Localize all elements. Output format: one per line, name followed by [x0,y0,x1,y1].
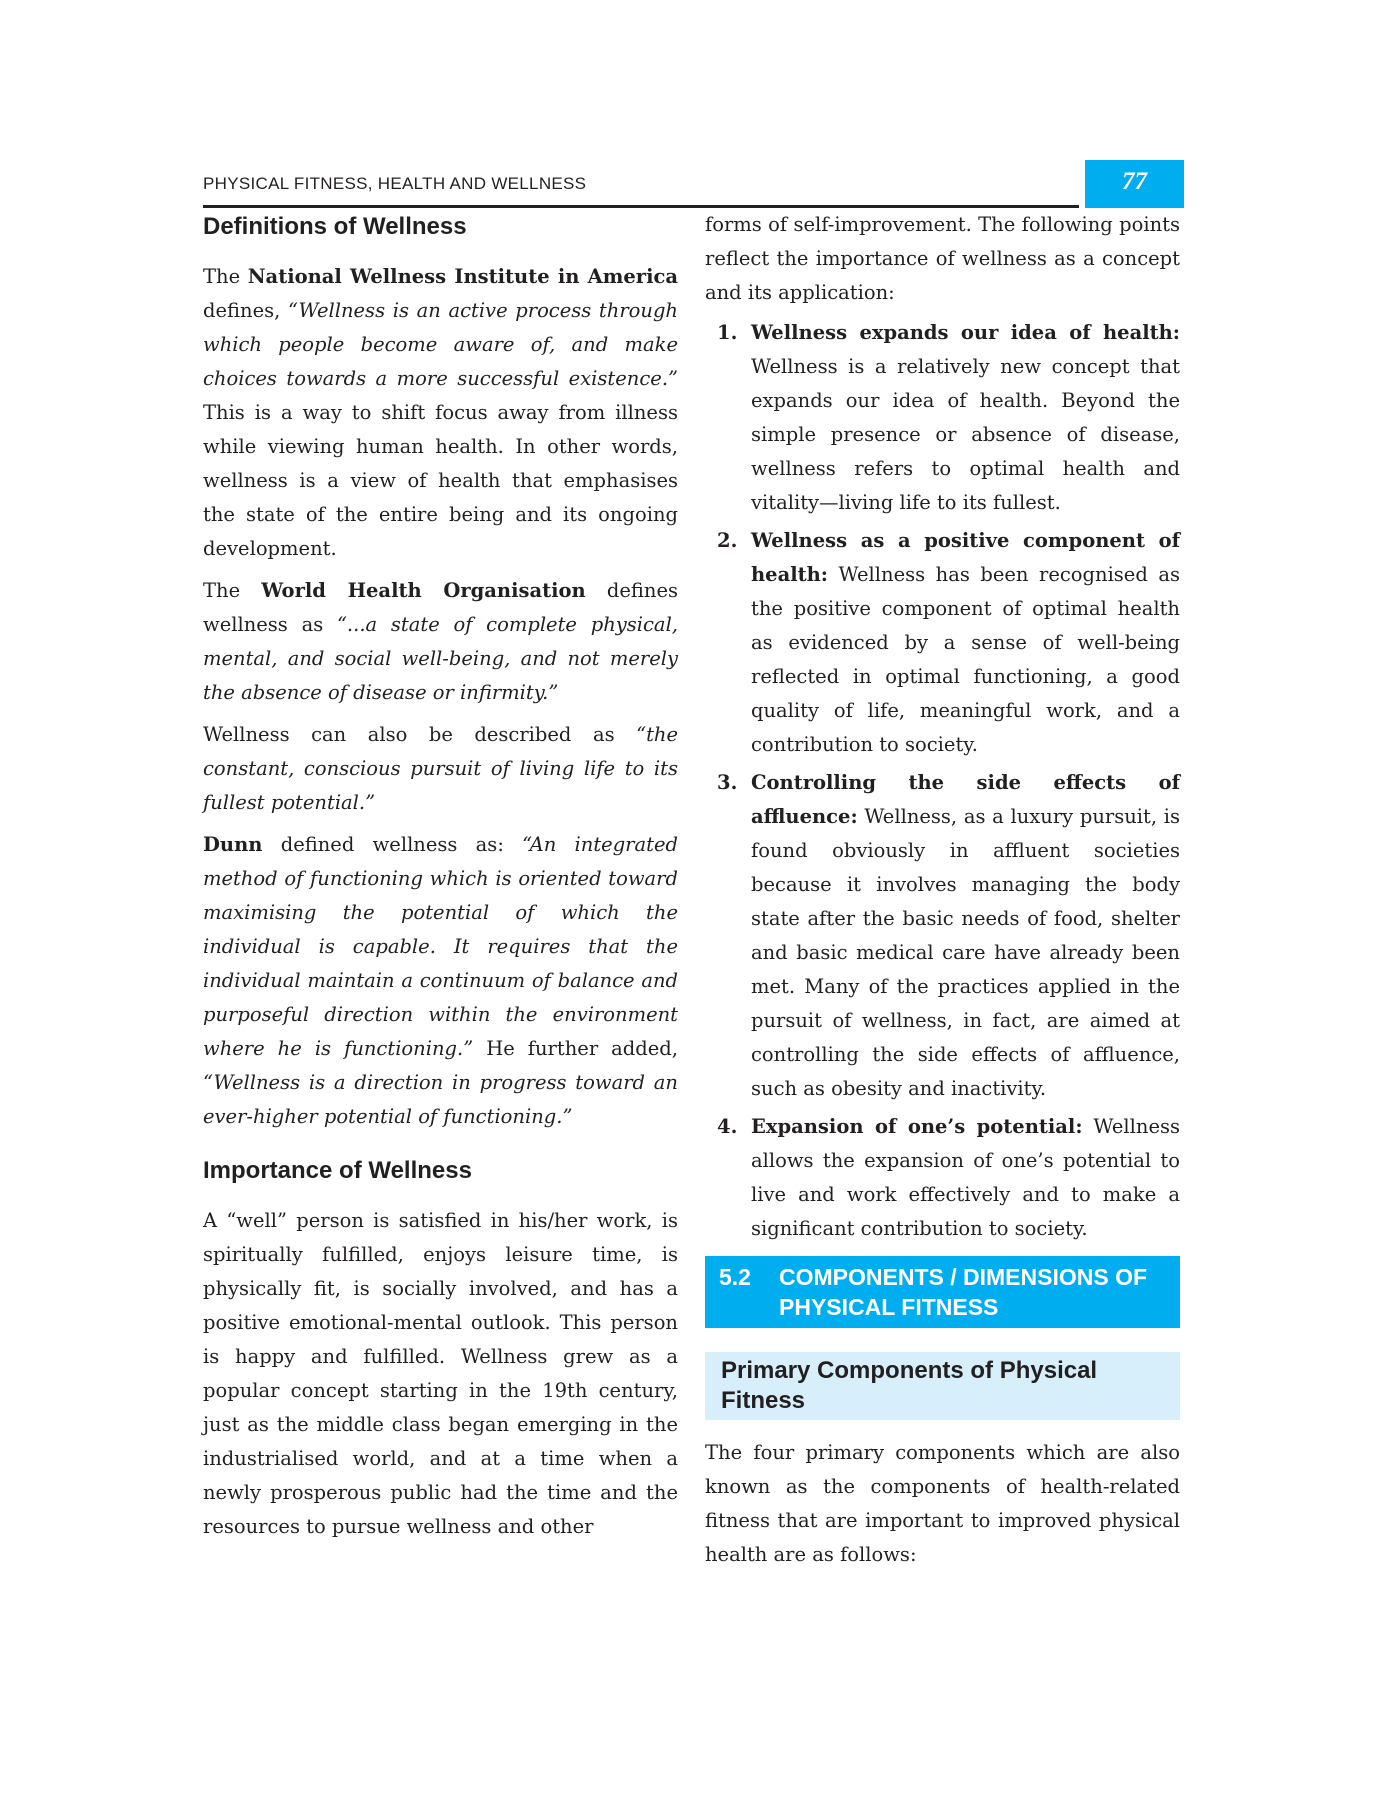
list-number: 3. [717,771,738,794]
text-run: This is a way to shift focus away from illness while viewing human health. In other words, wellness is a view of health that emphasises the state of the entire being and its ongoing development. [203,401,678,560]
text-run: defines wellness as [203,579,678,636]
list-item-title: Controlling the side effects of affluence: [751,771,1180,828]
list-number: 1. [717,321,738,344]
quote: “Wellness is an active process through which people become aware of, and make choices towards a more successful existence.” [203,299,678,390]
list-item-title: Wellness as a positive component of health: [751,529,1180,586]
list-item-title: Expansion of one’s potential: [751,1115,1083,1138]
list-item-body: Wellness, as a luxury pursuit, is found obviously in affluent societies because it involves managing the body state after the basic needs of food, shelter and basic medical care have already been met. Many of the practices applied in the pursuit of wellness, in fact, are aimed at controlling the side effects of affluence, such as obesity and inactivity. [751,805,1180,1100]
heading-definitions: Definitions of Wellness [203,213,467,240]
importance-list [705,316,1180,1246]
heading-importance: Importance of Wellness [203,1157,472,1184]
bold-term: World Health Organisation [261,579,586,602]
section-number: 5.2 [719,1264,751,1290]
paragraph-nwi [203,260,678,566]
paragraph-four-components: The four primary components which are also known as the components of health-related fitness that are important to improved physical health are as follows: [705,1441,1180,1566]
section-title: COMPONENTS / DIMENSIONS OF PHYSICAL FITNESS [779,1264,1148,1320]
paragraph-continued: forms of self-improvement. The following points reflect the importance of wellness as a concept and its application: [705,213,1180,304]
paragraph-described [203,718,678,820]
quote: “the constant, conscious pursuit of living life to its fullest potential.” [203,723,678,814]
text-run: defines, [203,299,288,322]
running-header-title: PHYSICAL FITNESS, HEALTH AND WELLNESS [203,174,587,193]
left-column [203,208,678,1544]
list-number: 2. [717,529,738,552]
text-run: defined wellness as: [262,833,523,856]
list-item [705,524,1180,762]
bold-term: National Wellness Institute in America [247,265,678,288]
quote: “...a state of complete physical, mental, and social well-being, and not merely the absence of disease or infirmity.” [203,613,678,704]
list-item-body: Wellness allows the expansion of one’s potential to live and work effectively and to make a significant contribution to society. [751,1115,1180,1240]
list-item [705,766,1180,1106]
text-run: Wellness can also be described as [203,723,637,746]
quote: “Wellness is a direction in progress toward an ever-higher potential of functioning.” [203,1071,678,1128]
list-item [705,1110,1180,1246]
subheading-primary-components: Primary Components of Physical Fitness [705,1352,1180,1420]
page-number: 77 [1122,168,1147,195]
list-number: 4. [717,1115,738,1138]
list-item [705,316,1180,520]
bold-term: Dunn [203,833,263,856]
list-item-title: Wellness expands our idea of health: [751,321,1180,344]
paragraph-who [203,574,678,710]
text-run: The [203,265,248,288]
list-item-body: Wellness is a relatively new concept that expands our idea of health. Beyond the simple presence or absence of disease, wellness refers to optimal health and vitality—living life to its fullest. [751,355,1180,514]
list-item-body: Wellness has been recognised as the positive component of optimal health as evidenced by a sense of well-being reflected in optimal functioning, a good quality of life, meaningful work, and a contribution to society. [751,563,1180,756]
page-number-box [1085,160,1184,208]
quote: “An integrated method of functioning which is oriented toward maximising the potential of which the individual is capable. It requires that the individual maintain a continuum of balance and purposeful direction within the environment where he is functioning.” [203,833,678,1060]
text-run: The [203,579,262,602]
section-heading-bar [705,1256,1180,1328]
text-run: He further added, [473,1037,678,1060]
paragraph-well-person: A “well” person is satisfied in his/her work, is spiritually fulfilled, enjoys leisure time, is physically fit, is socially involved, and has a positive emotional-mental outlook. This person is happy and fulfilled. Wellness grew as a popular concept starting in the 19th century, just as the middle class began emerging in the industrialised world, and at a time when a newly prosperous public had the time and the resources to pursue wellness and other [203,1209,678,1538]
paragraph-dunn [203,828,678,1134]
right-column [705,208,1180,1572]
